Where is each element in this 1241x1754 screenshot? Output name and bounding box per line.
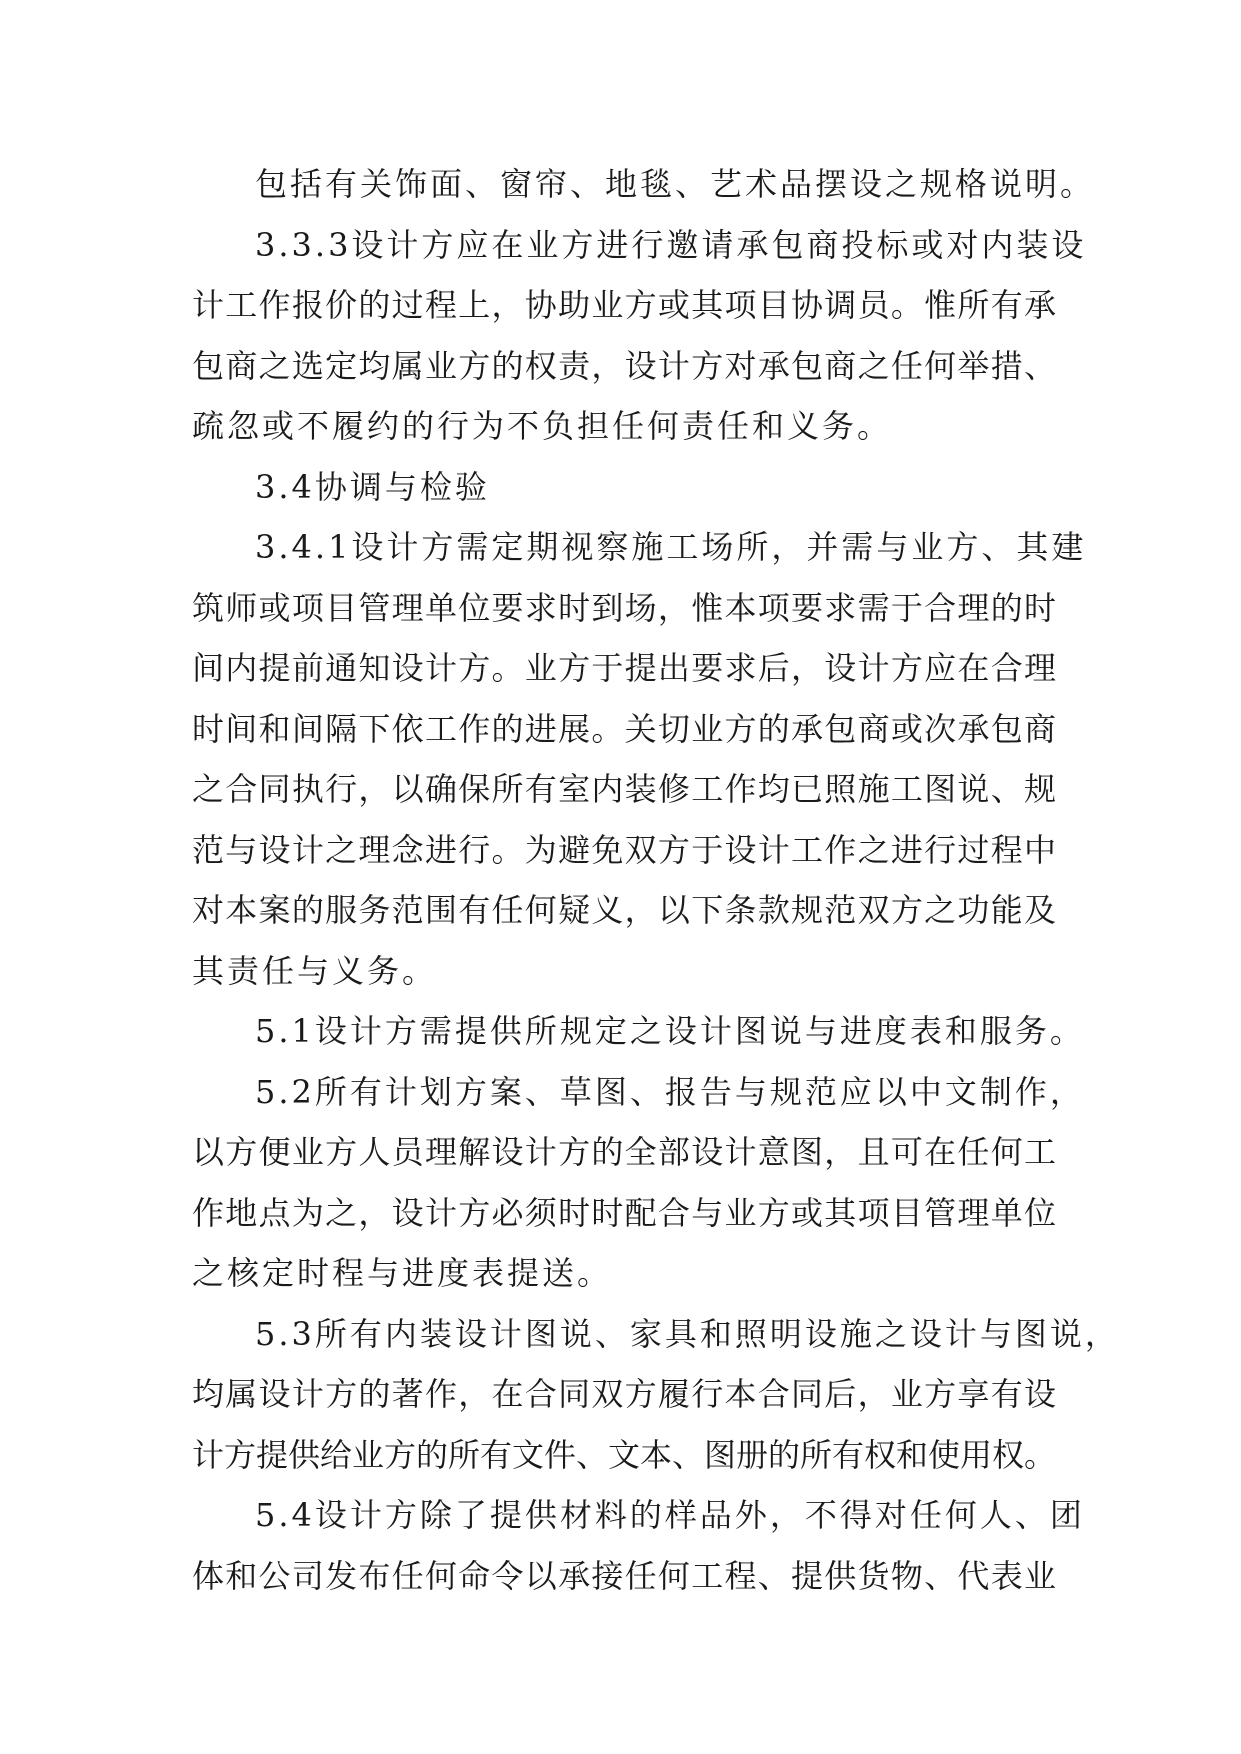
- paragraph-line: 体和公司发布任何命令以承接任何工程、提供货物、代表业: [192, 1556, 1056, 1595]
- paragraph-line: 包括有关饰面、窗帘、地毯、艺术品摆设之规格说明。: [255, 165, 1096, 203]
- paragraph-line: 疏忽或不履约的行为不负担任何责任和义务。: [192, 407, 893, 445]
- clause-3-3-3-line: 3.3.3设计方应在业方进行邀请承包商投标或对内装设: [255, 225, 1087, 264]
- document-body: [192, 154, 1120, 1606]
- paragraph-line: 时间和间隔下依工作的进展。关切业方的承包商或次承包商: [192, 709, 1056, 748]
- paragraph-line: 范与设计之理念进行。为避免双方于设计工作之进行过程中: [192, 830, 1056, 869]
- paragraph-line: 以方便业方人员理解设计方的全部设计意图，且可在任何工: [192, 1133, 1056, 1171]
- paragraph-line: 计工作报价的过程上，协助业方或其项目协调员。惟所有承: [192, 286, 1056, 324]
- paragraph-line: 其责任与义务。: [192, 951, 438, 990]
- paragraph-line: 之核定时程与进度表提送。: [192, 1254, 613, 1292]
- clause-3-4-1-line: 3.4.1设计方需定期视察施工场所，并需与业方、其建: [255, 528, 1087, 566]
- paragraph-line: 作地点为之，设计方必须时时配合与业方或其项目管理单位: [192, 1193, 1056, 1232]
- paragraph-line: 筑师或项目管理单位要求时到场，惟本项要求需于合理的时: [192, 588, 1056, 627]
- paragraph-line: 之合同执行，以确保所有室内装修工作均已照施工图说、规: [192, 770, 1056, 808]
- section-heading-3-4: 3.4协调与检验: [255, 467, 490, 506]
- clause-5-4-line: 5.4设计方除了提供材料的样品外，不得对任何人、团: [255, 1496, 1085, 1534]
- paragraph-line: 对本案的服务范围有任何疑义，以下条款规范双方之功能及: [192, 891, 1056, 929]
- clause-5-1-line: 5.1设计方需提供所规定之设计图说与进度表和服务。: [255, 1012, 1085, 1050]
- clause-5-3-line: 5.3所有内装设计图说、家具和照明设施之设计与图说，: [255, 1314, 1120, 1353]
- paragraph-line: 间内提前通知设计方。业方于提出要求后，设计方应在合理: [192, 649, 1056, 687]
- clause-5-2-line: 5.2所有计划方案、草图、报告与规范应以中文制作，: [255, 1072, 1085, 1111]
- paragraph-line: 包商之选定均属业方的权责，设计方对承包商之任何举措、: [192, 346, 1056, 385]
- paragraph-line: 均属设计方的著作，在合同双方履行本合同后，业方享有设: [192, 1375, 1056, 1413]
- paragraph-line: 计方提供给业方的所有文件、文本、图册的所有权和使用权。: [192, 1435, 1057, 1474]
